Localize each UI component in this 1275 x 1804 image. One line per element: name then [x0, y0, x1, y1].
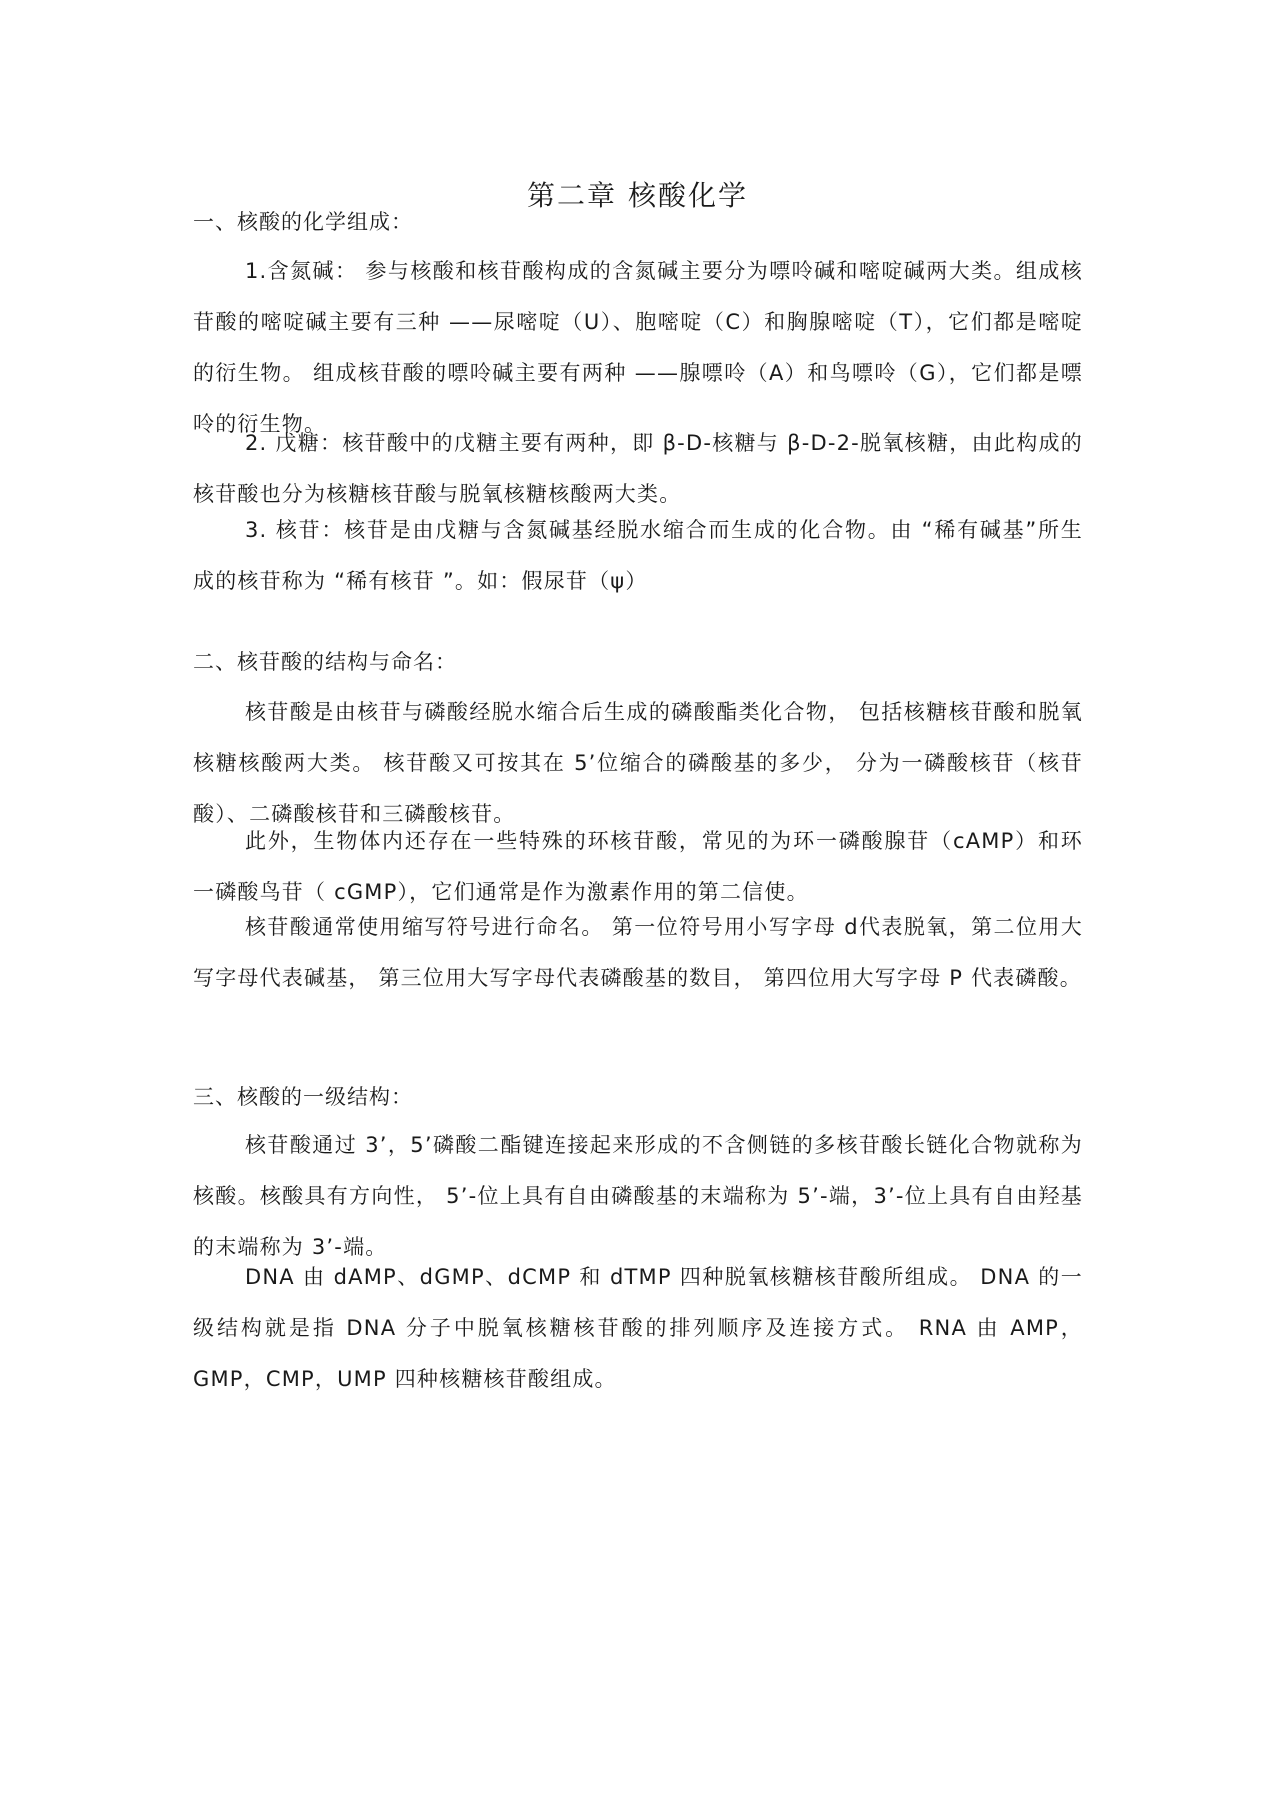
section-2-paragraph-2: 此外，生物体内还存在一些特殊的环核苷酸，常见的为环一磷酸腺苷（cAMP）和环一磷酸鸟苷（ cGMP），它们通常是作为激素作用的第二信使。 — [193, 829, 1083, 904]
section-3-paragraph-2: DNA 由 dAMP、dGMP、dCMP 和 dTMP 四种脱氧核糖核苷酸所组成。 DNA 的一级结构就是指 DNA 分子中脱氧核糖核苷酸的排列顺序及连接方式。 RNA 由 AMP，GMP，CMP，UMP 四种核糖核苷酸组成。 — [193, 1265, 1083, 1391]
page-title: 第二章 核酸化学 — [527, 179, 748, 212]
section-3-paragraph-1: 核苷酸通过 3’，5’磷酸二酯键连接起来形成的不含侧链的多核苷酸长链化合物就称为核酸。核酸具有方向性， 5’-位上具有自由磷酸基的末端称为 5’-端，3’-位上具有自由羟基的末端称为 3’-端。 — [193, 1133, 1083, 1259]
section-heading-2: 二、核苷酸的结构与命名： — [193, 650, 457, 674]
section-1-paragraph-3: 3. 核苷：核苷是由戊糖与含氮碱基经脱水缩合而生成的化合物。由 “稀有碱基”所生成的核苷称为 “稀有核苷 ”。如：假尿苷（ψ） — [193, 518, 1083, 593]
section-heading-1: 一、核酸的化学组成： — [193, 210, 413, 234]
section-1-paragraph-1: 1.含氮碱： 参与核酸和核苷酸构成的含氮碱主要分为嘌呤碱和嘧啶碱两大类。组成核苷酸的嘧啶碱主要有三种 ——尿嘧啶（U）、胞嘧啶（C）和胸腺嘧啶（T），它们都是嘧啶的衍生物。 组成核苷酸的嘌呤碱主要有两种 ——腺嘌呤（A）和鸟嘌呤（G），它们都是嘌呤的衍生物。 — [193, 259, 1083, 436]
section-2-paragraph-1: 核苷酸是由核苷与磷酸经脱水缩合后生成的磷酸酯类化合物， 包括核糖核苷酸和脱氧核糖核酸两大类。 核苷酸又可按其在 5’位缩合的磷酸基的多少， 分为一磷酸核苷（核苷酸）、二磷酸核苷和三磷酸核苷。 — [193, 700, 1083, 826]
section-1-paragraph-2: 2. 戊糖：核苷酸中的戊糖主要有两种，即 β-D-核糖与 β-D-2-脱氧核糖，由此构成的核苷酸也分为核糖核苷酸与脱氧核糖核酸两大类。 — [193, 431, 1083, 506]
section-heading-3: 三、核酸的一级结构： — [193, 1085, 413, 1109]
section-2-paragraph-3: 核苷酸通常使用缩写符号进行命名。 第一位符号用小写字母 d代表脱氧，第二位用大写字母代表碱基， 第三位用大写字母代表磷酸基的数目， 第四位用大写字母 P 代表磷酸。 — [193, 915, 1083, 990]
